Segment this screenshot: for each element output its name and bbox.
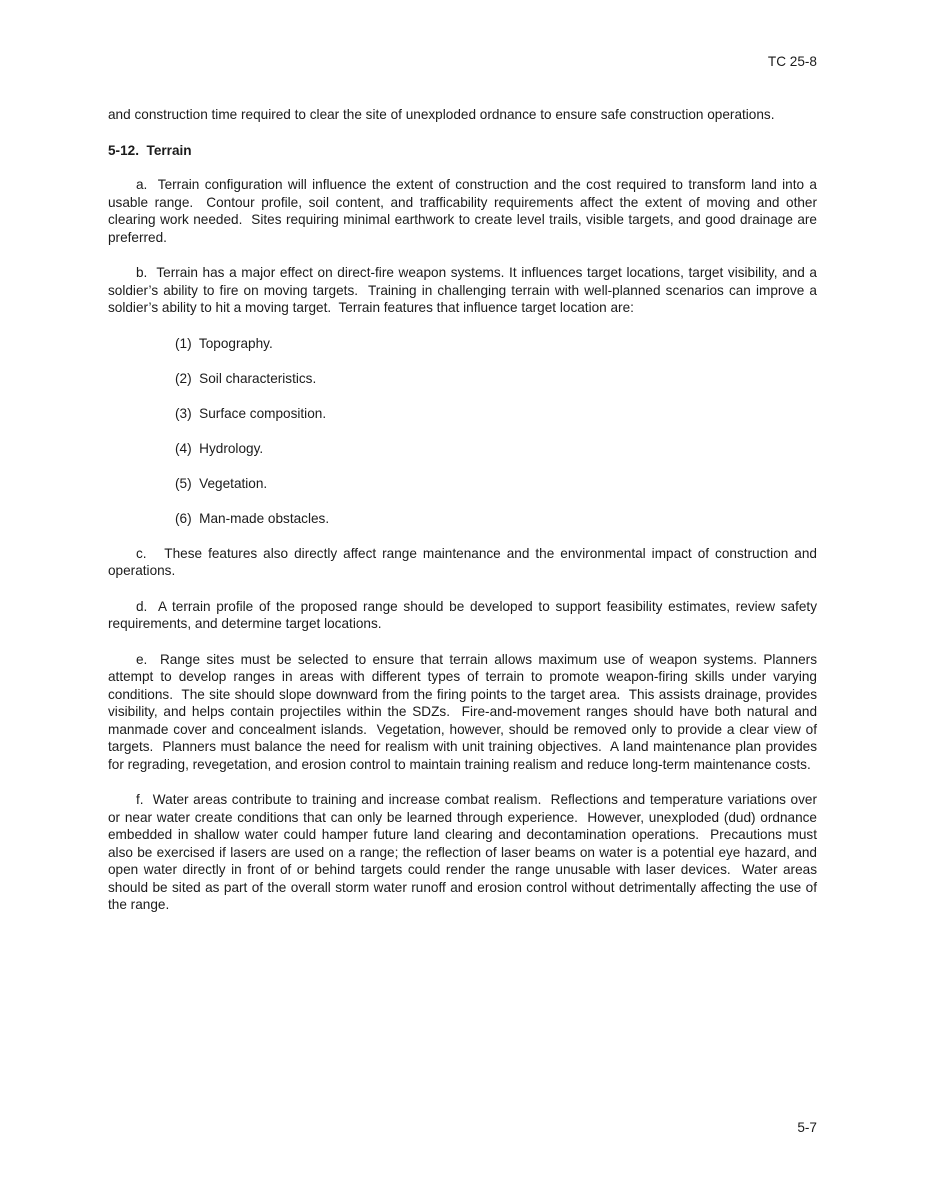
- paragraph-b: b. Terrain has a major effect on direct-fire weapon systems. It influences target locations, target visibility, and a soldier’s ability to fire on moving targets. Training in challenging terrain with well-planned scenarios can improve a soldier’s ability to hit a moving target. Terrain features that influence target location are:: [108, 265, 817, 315]
- paragraph-f: f. Water areas contribute to training and increase combat realism. Reflections and temperature variations over or near water create conditions that can only be learned through experience. However, unexploded (dud) ordnance embedded in shallow water could hamper future land clearing and decontamination operations. Precautions must also be exercised if lasers are used on a range; the reflection of laser beams on water is a potential eye hazard, and open water directly in front of or behind targets could render the range unusable with laser devices. Water areas should be sited as part of the overall storm water runoff and erosion control without detrimentally affecting the use of the range.: [108, 792, 817, 912]
- document-id: TC 25-8: [767, 54, 817, 69]
- terrain-features-list: [108, 335, 817, 528]
- doc-footer: [108, 1119, 817, 1137]
- paragraph-e: e. Range sites must be selected to ensure that terrain allows maximum use of weapon systems. Planners attempt to develop ranges in areas with different types of terrain to promote weapon-firing skills under varying conditions. The site should slope downward from the firing points to the target area. This assists drainage, provides visibility, and helps contain projectiles within the SDZs. Fire-and-movement ranges should have both natural and manmade cover and concealment islands. Vegetation, however, should be removed only to provide a clear view of targets. Planners must balance the need for realism with unit training objectives. A land maintenance plan provides for regrading, revegetation, and erosion control to maintain training realism and reduce long-term maintenance costs.: [108, 651, 817, 772]
- paragraph-intro: and construction time required to clear the site of unexploded ordnance to ensure safe construction operations.: [108, 107, 775, 122]
- list-item-1: (1) Topography.: [175, 335, 273, 351]
- page-number: 5-7: [797, 1120, 817, 1135]
- paragraph-a: a. Terrain configuration will influence the extent of construction and the cost required to transform land into a usable range. Contour profile, soil content, and trafficability requirements affect the extent of moving and other clearing work needed. Sites requiring minimal earthwork to create level trails, visible targets, and good drainage are preferred.: [108, 177, 817, 245]
- doc-header: [108, 53, 817, 71]
- list-item-2: (2) Soil characteristics.: [175, 370, 317, 386]
- paragraph-d: d. A terrain profile of the proposed range should be developed to support feasibility estimates, review safety requirements, and determine target locations.: [108, 598, 817, 631]
- paragraph-c: c. These features also directly affect range maintenance and the environmental impact of construction and operations.: [108, 545, 817, 578]
- list-item-3: (3) Surface composition.: [175, 405, 327, 421]
- section-heading: 5-12. Terrain: [108, 142, 192, 158]
- list-item-5: (5) Vegetation.: [175, 475, 268, 491]
- page-content: [108, 106, 817, 932]
- list-item-6: (6) Man-made obstacles.: [175, 510, 330, 526]
- list-item-4: (4) Hydrology.: [175, 440, 264, 456]
